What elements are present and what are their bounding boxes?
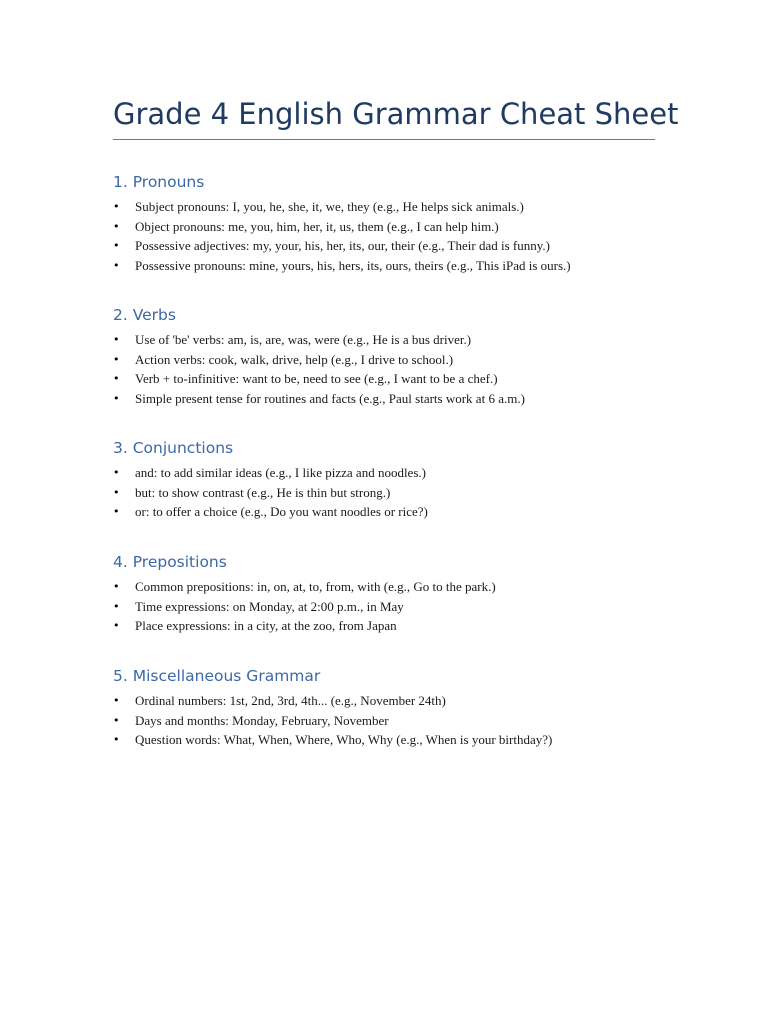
list-item-text: Simple present tense for routines and facts (e.g., Paul starts work at 6 a.m.) xyxy=(135,390,525,406)
bullet-icon: • xyxy=(113,485,120,499)
bullet-list xyxy=(113,330,673,408)
bullet-list xyxy=(113,197,673,275)
list-item xyxy=(113,502,673,522)
bullet-list xyxy=(113,463,673,522)
list-item-text: Object pronouns: me, you, him, her, it, us, them (e.g., I can help him.) xyxy=(135,218,499,234)
list-item xyxy=(113,217,673,237)
list-item-text: and: to add similar ideas (e.g., I like pizza and noodles.) xyxy=(135,465,426,480)
bullet-icon: • xyxy=(113,200,120,213)
bullet-icon: • xyxy=(113,239,120,253)
list-item xyxy=(113,577,673,597)
list-item-text: Common prepositions: in, on, at, to, from, with (e.g., Go to the park.) xyxy=(135,579,496,594)
list-item xyxy=(113,483,673,503)
bullet-icon: • xyxy=(113,372,120,386)
bullet-icon: • xyxy=(113,580,120,593)
list-item-text: Verb + to-infinitive: want to be, need to see (e.g., I want to be a chef.) xyxy=(135,371,498,387)
list-item-text: Use of 'be' verbs: am, is, are, was, were (e.g., He is a bus driver.) xyxy=(135,332,472,347)
list-item-text: Question words: What, When, Where, Who, Why (e.g., When is your birthday?) xyxy=(135,732,553,748)
bullet-icon: • xyxy=(113,391,120,405)
list-item xyxy=(113,616,673,636)
list-item-text: Action verbs: cook, walk, drive, help (e.g., I drive to school.) xyxy=(135,351,454,367)
bullet-icon: • xyxy=(113,258,120,272)
section-heading: 2. Verbs xyxy=(113,306,176,324)
list-item xyxy=(113,691,673,711)
list-item xyxy=(113,730,673,750)
bullet-icon: • xyxy=(113,505,120,519)
section-prepositions xyxy=(113,551,673,636)
section-miscellaneous-grammar xyxy=(113,665,673,750)
document-title: Grade 4 English Grammar Cheat Sheet xyxy=(113,97,679,131)
list-item xyxy=(113,236,673,256)
bullet-icon: • xyxy=(113,466,120,479)
list-item-text: or: to offer a choice (e.g., Do you want noodles or rice?) xyxy=(135,504,428,520)
bullet-icon: • xyxy=(113,694,120,707)
list-item-text: Days and months: Monday, February, November xyxy=(135,712,389,728)
list-item xyxy=(113,389,673,409)
list-item-text: Possessive pronouns: mine, yours, his, hers, its, ours, theirs (e.g., This iPad is ours.) xyxy=(135,257,571,273)
list-item-text: Time expressions: on Monday, at 2:00 p.m., in May xyxy=(135,598,404,614)
list-item xyxy=(113,597,673,617)
section-heading: 5. Miscellaneous Grammar xyxy=(113,667,321,685)
section-heading: 4. Prepositions xyxy=(113,553,227,571)
bullet-icon: • xyxy=(113,619,120,633)
bullet-icon: • xyxy=(113,713,120,727)
list-item xyxy=(113,330,673,350)
bullet-icon: • xyxy=(113,352,120,366)
bullet-list xyxy=(113,691,673,750)
list-item-text: Subject pronouns: I, you, he, she, it, we, they (e.g., He helps sick animals.) xyxy=(135,199,524,214)
list-item-text: Place expressions: in a city, at the zoo, from Japan xyxy=(135,618,397,634)
title-underline xyxy=(113,139,655,140)
section-pronouns xyxy=(113,171,673,275)
bullet-list xyxy=(113,577,673,636)
list-item-text: Possessive adjectives: my, your, his, her, its, our, their (e.g., Their dad is funny.) xyxy=(135,238,550,254)
bullet-icon: • xyxy=(113,599,120,613)
bullet-icon: • xyxy=(113,733,120,747)
list-item xyxy=(113,369,673,389)
list-item xyxy=(113,350,673,370)
list-item xyxy=(113,463,673,483)
section-conjunctions xyxy=(113,437,673,522)
bullet-icon: • xyxy=(113,219,120,233)
list-item xyxy=(113,256,673,276)
section-verbs xyxy=(113,304,673,408)
bullet-icon: • xyxy=(113,333,120,346)
list-item xyxy=(113,197,673,217)
list-item-text: but: to show contrast (e.g., He is thin but strong.) xyxy=(135,484,391,500)
section-heading: 3. Conjunctions xyxy=(113,439,234,457)
list-item-text: Ordinal numbers: 1st, 2nd, 3rd, 4th... (e.g., November 24th) xyxy=(135,693,446,708)
section-heading: 1. Pronouns xyxy=(113,173,205,191)
list-item xyxy=(113,711,673,731)
